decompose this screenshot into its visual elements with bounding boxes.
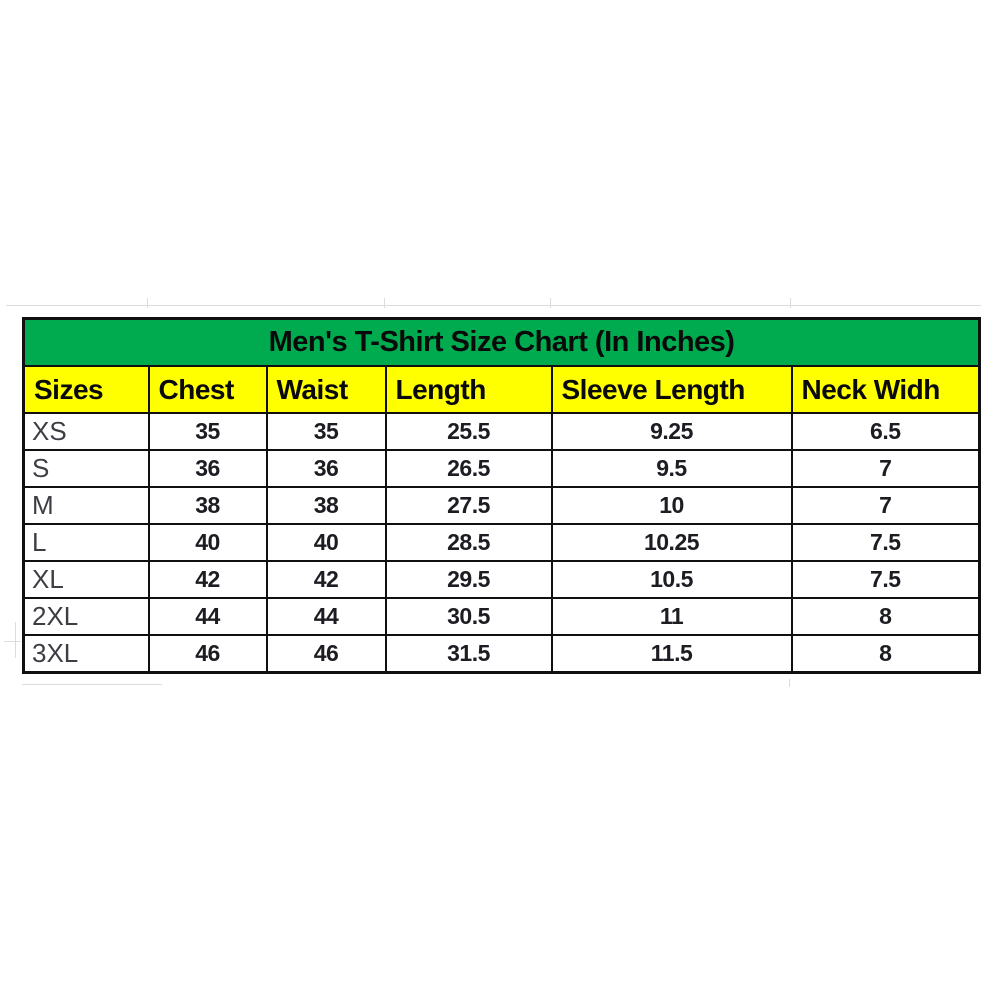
waist-value-cell: 36 (267, 450, 386, 487)
chest-value-cell: 46 (149, 635, 267, 673)
table-row (24, 635, 980, 673)
length-value-cell: 28.5 (386, 524, 552, 561)
table-row (24, 561, 980, 598)
sleeve-value-cell: 10.25 (552, 524, 792, 561)
size-label-cell: S (24, 450, 149, 487)
column-header-row (24, 366, 980, 413)
neck-value-cell: 7 (792, 487, 980, 524)
chest-value-cell: 36 (149, 450, 267, 487)
column-header-sleeve-length: Sleeve Length (552, 366, 792, 413)
sleeve-value-cell: 11 (552, 598, 792, 635)
chest-value-cell: 42 (149, 561, 267, 598)
neck-value-cell: 8 (792, 598, 980, 635)
sleeve-value-cell: 9.25 (552, 413, 792, 450)
size-label-cell: M (24, 487, 149, 524)
waist-value-cell: 35 (267, 413, 386, 450)
table-row (24, 524, 980, 561)
waist-value-cell: 42 (267, 561, 386, 598)
size-label-cell: 3XL (24, 635, 149, 673)
chest-value-cell: 35 (149, 413, 267, 450)
neck-value-cell: 8 (792, 635, 980, 673)
gridline-artifact (789, 679, 790, 687)
gridline-artifact (4, 641, 21, 642)
size-chart-table (22, 317, 981, 674)
sleeve-value-cell: 10.5 (552, 561, 792, 598)
table-title-row (24, 319, 980, 367)
neck-value-cell: 7 (792, 450, 980, 487)
sleeve-value-cell: 9.5 (552, 450, 792, 487)
chest-value-cell: 40 (149, 524, 267, 561)
neck-value-cell: 7.5 (792, 524, 980, 561)
table-row (24, 450, 980, 487)
size-label-cell: XS (24, 413, 149, 450)
column-header-chest: Chest (149, 366, 267, 413)
length-value-cell: 27.5 (386, 487, 552, 524)
waist-value-cell: 44 (267, 598, 386, 635)
gridline-artifact (15, 622, 16, 658)
column-header-waist: Waist (267, 366, 386, 413)
length-value-cell: 30.5 (386, 598, 552, 635)
column-header-sizes: Sizes (24, 366, 149, 413)
column-header-neck-width: Neck Widh (792, 366, 980, 413)
gridline-artifact (147, 298, 148, 308)
chest-value-cell: 44 (149, 598, 267, 635)
chest-value-cell: 38 (149, 487, 267, 524)
table-title: Men's T-Shirt Size Chart (In Inches) (24, 319, 980, 367)
gridline-artifact (550, 298, 551, 308)
size-label-cell: L (24, 524, 149, 561)
length-value-cell: 25.5 (386, 413, 552, 450)
neck-value-cell: 7.5 (792, 561, 980, 598)
neck-value-cell: 6.5 (792, 413, 980, 450)
gridline-artifact (22, 684, 162, 685)
waist-value-cell: 46 (267, 635, 386, 673)
column-header-length: Length (386, 366, 552, 413)
waist-value-cell: 38 (267, 487, 386, 524)
length-value-cell: 29.5 (386, 561, 552, 598)
size-label-cell: XL (24, 561, 149, 598)
table-row (24, 487, 980, 524)
sleeve-value-cell: 11.5 (552, 635, 792, 673)
gridline-artifact (790, 298, 791, 308)
sleeve-value-cell: 10 (552, 487, 792, 524)
gridline-artifact (384, 298, 385, 308)
length-value-cell: 26.5 (386, 450, 552, 487)
size-label-cell: 2XL (24, 598, 149, 635)
gridline-artifact (6, 305, 981, 306)
length-value-cell: 31.5 (386, 635, 552, 673)
table-row (24, 413, 980, 450)
waist-value-cell: 40 (267, 524, 386, 561)
table-row (24, 598, 980, 635)
